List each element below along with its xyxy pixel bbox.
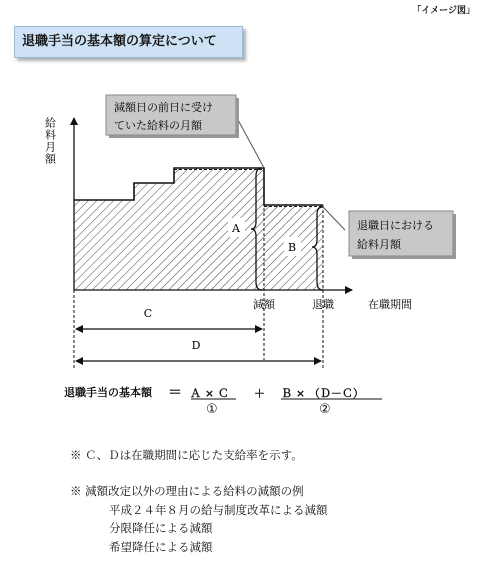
formula-term1: Ａ × Ｃ bbox=[190, 387, 229, 400]
span-label-d: D bbox=[191, 339, 201, 352]
region-label-a: A bbox=[232, 222, 240, 235]
image-tag: 「イメージ図」 bbox=[412, 6, 475, 16]
callout-retire-line1: 退職日における bbox=[357, 219, 434, 232]
callout-leader-before bbox=[237, 118, 264, 168]
note-2-title: ※ 減額改定以外の理由による給料の減額の例 bbox=[70, 484, 304, 498]
x-axis-label: 在職期間 bbox=[368, 298, 412, 311]
note-1: ※ Ｃ、Ｄは在職期間に応じた支給率を示す。 bbox=[70, 448, 303, 462]
callout-retire-line2: 給料月額 bbox=[357, 238, 401, 251]
callout-leader-retire bbox=[323, 207, 345, 230]
y-axis-label: 給料月額 bbox=[43, 117, 57, 165]
callout-before-line2: ていた給料の月額 bbox=[114, 119, 202, 132]
marker-retirement: 退職 bbox=[312, 298, 334, 311]
marker-reduction: 減額 bbox=[253, 298, 275, 311]
formula-plus: ＋ bbox=[254, 387, 265, 400]
formula-term2: Ｂ × （Ｄ－Ｃ） bbox=[281, 387, 364, 400]
span-label-c: C bbox=[143, 307, 153, 320]
formula-equals: ＝ bbox=[168, 385, 182, 401]
note-2-item-2: 分限降任による減額 bbox=[109, 521, 213, 535]
hatched-area bbox=[74, 168, 323, 290]
formula-lhs: 退職手当の基本額 bbox=[64, 386, 152, 399]
region-label-b: B bbox=[287, 241, 297, 254]
callout-before-line1: 減額日の前日に受け bbox=[114, 101, 213, 114]
formula-num1: ① bbox=[206, 402, 218, 417]
page-title: 退職手当の基本額の算定について bbox=[14, 26, 243, 58]
note-2-item-1: 平成２４年８月の給与制度改革による減額 bbox=[109, 503, 328, 517]
formula-num2: ② bbox=[319, 402, 331, 417]
note-2-item-3: 希望降任による減額 bbox=[109, 540, 213, 554]
